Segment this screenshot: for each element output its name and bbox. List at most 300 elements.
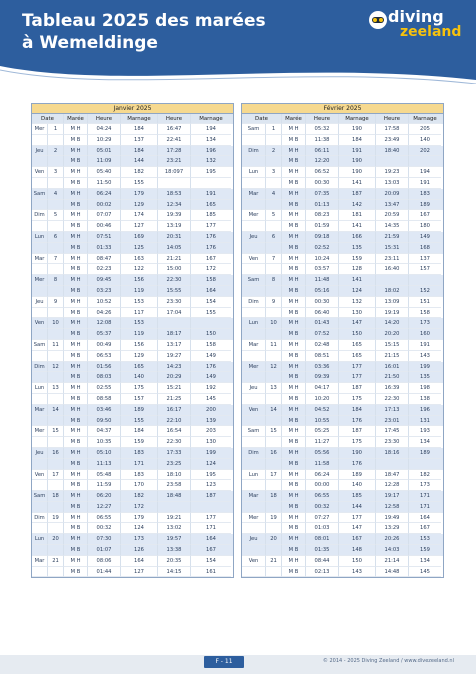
cell-time-1: 11:09 (88, 156, 121, 167)
cell-time-2: 23:25 (158, 459, 191, 470)
cell-day-name: Lun (242, 167, 266, 178)
cell-day-number (266, 200, 282, 211)
cell-range-1: 173 (121, 534, 158, 545)
column-header-range: Marnage (121, 114, 158, 124)
cell-day-number (266, 437, 282, 448)
table-row (242, 470, 443, 481)
cell-range-2: 176 (191, 232, 231, 243)
cell-time-2: 12:28 (376, 480, 409, 491)
cell-day-number: 3 (266, 167, 282, 178)
cell-time-1: 05:16 (306, 286, 339, 297)
cell-day-name: Ven (242, 556, 266, 567)
cell-range-1: 184 (339, 405, 376, 416)
page-number: F - 11 (204, 656, 244, 668)
cell-day-number (48, 545, 64, 556)
cell-time-2: 21:15 (376, 351, 409, 362)
cell-time-2: 13:02 (158, 523, 191, 534)
cell-day-number (48, 178, 64, 189)
cell-day-name (32, 437, 48, 448)
cell-range-1: 165 (339, 351, 376, 362)
cell-day-name (242, 178, 266, 189)
cell-day-name (242, 200, 266, 211)
cell-time-1: 03:23 (88, 286, 121, 297)
cell-day-name (32, 480, 48, 491)
table-row (242, 318, 443, 329)
cell-range-1: 190 (339, 124, 376, 135)
cell-tide-type: M B (64, 372, 88, 383)
cell-time-1: 06:40 (306, 308, 339, 319)
column-header-range-2: Marnage (191, 114, 231, 124)
table-row (242, 135, 443, 146)
table-row (242, 243, 443, 254)
cell-tide-type: M B (64, 264, 88, 275)
cell-day-name (32, 545, 48, 556)
cell-day-name: Ven (32, 318, 48, 329)
column-header-time: Heure (306, 114, 339, 124)
cell-tide-type: M B (282, 329, 306, 340)
cell-tide-type: M H (64, 232, 88, 243)
cell-time-1: 07:30 (88, 534, 121, 545)
cell-time-1: 11:27 (306, 437, 339, 448)
cell-tide-type: M H (282, 405, 306, 416)
cell-range-1: 167 (339, 534, 376, 545)
cell-range-1: 177 (339, 372, 376, 383)
cell-time-2 (158, 318, 191, 329)
cell-time-1: 02:48 (306, 340, 339, 351)
cell-day-number (266, 221, 282, 232)
cell-tide-type: M B (282, 135, 306, 146)
cell-time-2: 13:29 (376, 523, 409, 534)
table-row (32, 156, 233, 167)
page-title-line-2: à Wemeldinge (22, 33, 158, 53)
column-header-row (242, 114, 443, 124)
cell-range-2: 139 (191, 416, 231, 427)
cell-time-2: 20:29 (158, 372, 191, 383)
cell-range-1: 137 (121, 135, 158, 146)
cell-day-name: Mer (242, 362, 266, 373)
cell-tide-type: M H (282, 254, 306, 265)
cell-day-name: Jeu (32, 448, 48, 459)
cell-time-2: 23:11 (376, 254, 409, 265)
cell-time-2: 20:09 (376, 189, 409, 200)
cell-tide-type: M H (64, 189, 88, 200)
cell-day-name: Mar (242, 491, 266, 502)
cell-time-2: 16:54 (158, 426, 191, 437)
cell-day-number (48, 221, 64, 232)
cell-range-1: 124 (121, 523, 158, 534)
cell-tide-type: M H (64, 491, 88, 502)
cell-range-2: 145 (409, 567, 441, 578)
cell-range-2: 177 (191, 221, 231, 232)
cell-range-2: 155 (191, 308, 231, 319)
cell-time-2: 21:59 (376, 232, 409, 243)
cell-time-1: 12:20 (306, 156, 339, 167)
cell-day-number (48, 459, 64, 470)
table-row (242, 405, 443, 416)
cell-day-number: 7 (266, 254, 282, 265)
cell-day-name (242, 329, 266, 340)
cell-time-1: 08:51 (306, 351, 339, 362)
cell-range-1: 128 (339, 264, 376, 275)
cell-range-2 (409, 459, 441, 470)
cell-range-1: 171 (121, 459, 158, 470)
cell-day-name: Ven (242, 405, 266, 416)
cell-tide-type: M B (282, 308, 306, 319)
cell-tide-type: M H (64, 513, 88, 524)
cell-range-1: 165 (121, 362, 158, 373)
cell-time-2: 22:30 (158, 437, 191, 448)
cell-tide-type: M B (64, 329, 88, 340)
cell-range-2: 124 (191, 459, 231, 470)
header-wave-decoration (0, 56, 476, 84)
cell-time-1: 05:48 (88, 470, 121, 481)
cell-day-number (48, 351, 64, 362)
cell-time-1: 04:52 (306, 405, 339, 416)
cell-day-number (266, 156, 282, 167)
cell-day-name: Sam (32, 189, 48, 200)
cell-range-1: 172 (121, 502, 158, 513)
table-row (32, 124, 233, 135)
cell-time-2: 12:34 (158, 200, 191, 211)
cell-time-1: 11:59 (88, 480, 121, 491)
cell-time-2: 15:15 (376, 340, 409, 351)
cell-time-2: 13:09 (376, 297, 409, 308)
table-row (242, 362, 443, 373)
cell-time-2: 15:31 (376, 243, 409, 254)
cell-tide-type: M H (282, 318, 306, 329)
cell-range-1: 150 (339, 556, 376, 567)
table-row (242, 437, 443, 448)
cell-time-2: 18:097 (158, 167, 191, 178)
cell-time-2: 15:00 (158, 264, 191, 275)
cell-range-1: 176 (339, 416, 376, 427)
cell-day-name: Sam (242, 426, 266, 437)
cell-day-name (32, 523, 48, 534)
table-row (32, 394, 233, 405)
cell-time-2: 16:01 (376, 362, 409, 373)
table-row (32, 416, 233, 427)
cell-tide-type: M H (64, 167, 88, 178)
cell-range-1: 153 (121, 318, 158, 329)
cell-range-1: 174 (121, 210, 158, 221)
cell-range-1: 175 (339, 394, 376, 405)
cell-day-name: Lun (242, 318, 266, 329)
cell-range-2: 196 (191, 146, 231, 157)
cell-day-number (266, 523, 282, 534)
cell-day-name: Mer (32, 426, 48, 437)
cell-range-2: 167 (191, 254, 231, 265)
table-row (242, 480, 443, 491)
table-row (242, 167, 443, 178)
table-row (242, 340, 443, 351)
diving-mask-icon (368, 10, 388, 30)
column-header-date: Date (32, 114, 64, 124)
cell-day-number (266, 394, 282, 405)
cell-tide-type: M H (64, 275, 88, 286)
cell-time-1: 02:55 (88, 383, 121, 394)
cell-time-1: 02:52 (306, 243, 339, 254)
cell-time-1: 11:58 (306, 459, 339, 470)
cell-range-1: 184 (121, 146, 158, 157)
cell-range-1: 170 (121, 480, 158, 491)
cell-range-1: 130 (339, 308, 376, 319)
cell-range-1: 175 (339, 437, 376, 448)
cell-day-number (48, 437, 64, 448)
cell-day-number: 3 (48, 167, 64, 178)
cell-day-name (242, 221, 266, 232)
cell-range-2: 131 (409, 416, 441, 427)
cell-tide-type: M B (64, 308, 88, 319)
cell-time-2 (158, 502, 191, 513)
cell-range-2: 205 (409, 124, 441, 135)
cell-range-1: 148 (339, 545, 376, 556)
cell-day-name: Mar (32, 556, 48, 567)
cell-tide-type: M B (282, 264, 306, 275)
cell-range-2: 189 (409, 448, 441, 459)
cell-day-name (32, 221, 48, 232)
cell-day-number (266, 351, 282, 362)
table-row (242, 351, 443, 362)
cell-time-1: 05:37 (88, 329, 121, 340)
cell-day-number (266, 286, 282, 297)
cell-range-2: 130 (191, 437, 231, 448)
cell-range-1: 159 (121, 437, 158, 448)
cell-range-2: 172 (191, 264, 231, 275)
cell-tide-type: M B (282, 480, 306, 491)
cell-day-name: Mar (32, 405, 48, 416)
cell-range-1: 156 (121, 340, 158, 351)
cell-day-number (266, 459, 282, 470)
cell-time-2 (158, 178, 191, 189)
cell-range-1: 177 (339, 513, 376, 524)
cell-tide-type: M H (282, 124, 306, 135)
cell-time-2: 12:58 (376, 502, 409, 513)
cell-day-number: 15 (266, 426, 282, 437)
table-row (32, 534, 233, 545)
cell-day-name: Ven (32, 167, 48, 178)
cell-tide-type: M H (64, 210, 88, 221)
cell-tide-type: M H (64, 426, 88, 437)
cell-range-2: 198 (409, 383, 441, 394)
cell-tide-type: M B (282, 545, 306, 556)
table-row (32, 308, 233, 319)
cell-range-1: 183 (121, 470, 158, 481)
cell-tide-type: M B (64, 480, 88, 491)
cell-time-1: 03:36 (306, 362, 339, 373)
cell-day-number: 19 (266, 513, 282, 524)
table-row (242, 297, 443, 308)
cell-time-2: 18:17 (158, 329, 191, 340)
cell-day-number (48, 156, 64, 167)
cell-range-2 (191, 318, 231, 329)
month-title: Février 2025 (242, 104, 443, 114)
column-header-range-2: Marnage (409, 114, 441, 124)
cell-range-2: 176 (191, 362, 231, 373)
cell-day-number: 20 (266, 534, 282, 545)
cell-range-1: 155 (121, 178, 158, 189)
cell-time-1: 06:52 (306, 167, 339, 178)
cell-day-number (266, 329, 282, 340)
cell-day-name: Mar (32, 254, 48, 265)
table-row (32, 351, 233, 362)
table-row (32, 286, 233, 297)
column-header-date: Date (242, 114, 282, 124)
cell-range-2: 182 (409, 470, 441, 481)
cell-day-number: 12 (266, 362, 282, 373)
cell-range-2: 195 (191, 470, 231, 481)
cell-time-1: 01:59 (306, 221, 339, 232)
cell-day-name: Jeu (242, 534, 266, 545)
cell-day-number (48, 329, 64, 340)
cell-range-1: 183 (121, 448, 158, 459)
cell-day-number: 10 (48, 318, 64, 329)
cell-day-number: 1 (266, 124, 282, 135)
table-row (242, 210, 443, 221)
cell-range-2: 171 (409, 502, 441, 513)
cell-day-name (32, 459, 48, 470)
column-header-tide: Marée (64, 114, 88, 124)
table-row (242, 178, 443, 189)
cell-tide-type: M H (64, 340, 88, 351)
cell-tide-type: M H (64, 448, 88, 459)
cell-time-1: 00:32 (306, 502, 339, 513)
cell-time-1: 00:02 (88, 200, 121, 211)
cell-tide-type: M B (64, 178, 88, 189)
cell-day-name (242, 351, 266, 362)
cell-time-2: 19:39 (158, 210, 191, 221)
tide-rows (32, 124, 233, 577)
cell-day-number: 8 (48, 275, 64, 286)
cell-day-name (32, 567, 48, 578)
table-row (32, 146, 233, 157)
cell-day-number (266, 178, 282, 189)
cell-time-2: 17:45 (376, 426, 409, 437)
cell-day-name: Mar (242, 189, 266, 200)
table-row (242, 189, 443, 200)
cell-day-number: 6 (266, 232, 282, 243)
cell-time-2: 21:50 (376, 372, 409, 383)
cell-tide-type: M B (282, 156, 306, 167)
cell-day-name (32, 178, 48, 189)
cell-tide-type: M B (282, 372, 306, 383)
cell-time-2: 14:23 (158, 362, 191, 373)
cell-day-number (48, 416, 64, 427)
cell-time-2: 23:58 (158, 480, 191, 491)
cell-tide-type: M B (64, 416, 88, 427)
table-row (32, 254, 233, 265)
cell-day-number (48, 523, 64, 534)
cell-time-2: 13:03 (376, 178, 409, 189)
table-row (32, 232, 233, 243)
cell-time-1: 06:55 (306, 491, 339, 502)
cell-day-name: Dim (32, 513, 48, 524)
table-row (242, 545, 443, 556)
cell-time-2: 17:58 (376, 124, 409, 135)
cell-day-name (32, 329, 48, 340)
cell-time-2: 17:33 (158, 448, 191, 459)
cell-day-number: 1 (48, 124, 64, 135)
cell-day-number (266, 545, 282, 556)
cell-day-name: Lun (242, 470, 266, 481)
cell-tide-type: M H (64, 297, 88, 308)
cell-time-1: 04:17 (306, 383, 339, 394)
cell-tide-type: M H (282, 189, 306, 200)
cell-time-1: 11:48 (306, 275, 339, 286)
cell-day-number (48, 567, 64, 578)
logo-text-diving: diving (388, 7, 444, 26)
cell-time-2: 14:03 (376, 545, 409, 556)
cell-day-name: Lun (32, 383, 48, 394)
cell-tide-type: M H (282, 556, 306, 567)
cell-day-number: 10 (266, 318, 282, 329)
cell-day-name (32, 502, 48, 513)
cell-range-1: 144 (339, 502, 376, 513)
cell-time-1: 04:37 (88, 426, 121, 437)
cell-range-2: 145 (191, 394, 231, 405)
cell-tide-type: M B (64, 394, 88, 405)
table-row (32, 167, 233, 178)
cell-range-1: 117 (121, 308, 158, 319)
cell-day-number (266, 502, 282, 513)
cell-tide-type: M H (64, 146, 88, 157)
cell-time-2: 16:39 (376, 383, 409, 394)
table-row (32, 383, 233, 394)
cell-day-name: Sam (242, 124, 266, 135)
cell-time-2: 13:47 (376, 200, 409, 211)
cell-range-2: 143 (409, 351, 441, 362)
cell-day-number: 14 (48, 405, 64, 416)
cell-tide-type: M B (282, 523, 306, 534)
cell-time-1: 08:44 (306, 556, 339, 567)
cell-time-1: 05:56 (306, 448, 339, 459)
cell-time-1: 02:13 (306, 567, 339, 578)
column-header-time-2: Heure (158, 114, 191, 124)
cell-time-1: 05:01 (88, 146, 121, 157)
cell-range-2: 185 (191, 210, 231, 221)
cell-tide-type: M H (282, 167, 306, 178)
cell-tide-type: M H (282, 426, 306, 437)
cell-time-1: 06:55 (88, 513, 121, 524)
table-row (32, 243, 233, 254)
cell-range-2: 138 (409, 394, 441, 405)
cell-range-1: 164 (121, 556, 158, 567)
cell-tide-type: M H (282, 491, 306, 502)
cell-range-1: 143 (339, 567, 376, 578)
cell-time-1: 02:23 (88, 264, 121, 275)
cell-tide-type: M B (282, 567, 306, 578)
cell-range-2: 137 (409, 254, 441, 265)
cell-day-name (242, 480, 266, 491)
table-row (32, 437, 233, 448)
cell-day-name: Dim (32, 362, 48, 373)
cell-tide-type: M B (282, 394, 306, 405)
table-row (242, 232, 443, 243)
cell-range-2: 200 (191, 405, 231, 416)
cell-tide-type: M H (64, 534, 88, 545)
cell-tide-type: M B (282, 286, 306, 297)
cell-time-1: 09:45 (88, 275, 121, 286)
cell-day-number (266, 135, 282, 146)
cell-range-1: 177 (339, 362, 376, 373)
cell-time-2 (376, 275, 409, 286)
cell-tide-type: M B (282, 200, 306, 211)
cell-tide-type: M B (282, 351, 306, 362)
table-row (32, 210, 233, 221)
cell-day-name: Mer (242, 513, 266, 524)
cell-range-1: 184 (339, 135, 376, 146)
cell-day-number: 16 (48, 448, 64, 459)
cell-time-2: 15:55 (158, 286, 191, 297)
